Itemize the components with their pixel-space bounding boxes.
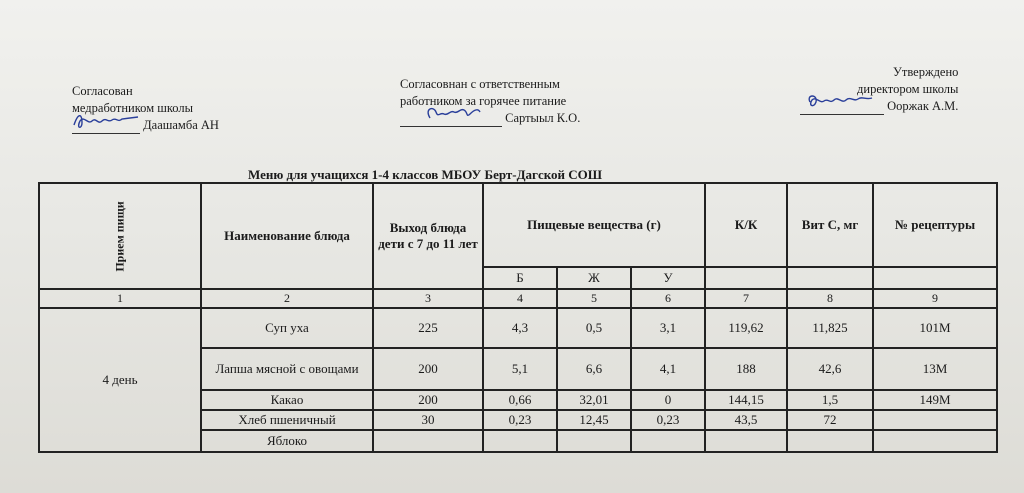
cell-zh: 0,5 (557, 308, 631, 348)
cell-vitc: 11,825 (787, 308, 873, 348)
cell-kk: 119,62 (705, 308, 787, 348)
signature-director (800, 100, 884, 115)
approval-medical (72, 83, 219, 134)
header-output: Выход блюда дети с 7 до 11 лет (373, 183, 483, 289)
approval-medical-line1: Согласован (72, 84, 133, 98)
cell-output: 225 (373, 308, 483, 348)
cell-dish: Яблоко (201, 430, 373, 452)
approval-catering (400, 76, 580, 127)
cell-vitc: 72 (787, 410, 873, 430)
cell-kk: 144,15 (705, 390, 787, 410)
header-row (39, 183, 997, 267)
cell-recipe (873, 410, 997, 430)
cell-recipe: 101М (873, 308, 997, 348)
cell-dish: Хлеб пшеничный (201, 410, 373, 430)
approval-catering-name: Сартыыл К.О. (505, 111, 581, 125)
column-number: 1 (39, 289, 201, 308)
cell-dish: Какао (201, 390, 373, 410)
cell-vitc: 1,5 (787, 390, 873, 410)
cell-u: 4,1 (631, 348, 705, 390)
column-number: 8 (787, 289, 873, 308)
header-vitc-empty (787, 267, 873, 289)
approval-director-line1: Утверждено (893, 65, 959, 79)
header-b: Б (483, 267, 557, 289)
header-vitc: Вит С, мг (787, 183, 873, 267)
approval-director-line2: директором школы (857, 82, 959, 96)
approval-catering-line2: работником за горячее питание (400, 94, 567, 108)
cell-recipe: 149М (873, 390, 997, 410)
signature-medical (72, 119, 140, 134)
header-dish: Наименование блюда (201, 183, 373, 289)
column-number: 9 (873, 289, 997, 308)
cell-vitc (787, 430, 873, 452)
menu-title: Меню для учащихся 1-4 классов МБОУ Берт-Дагской СОШ (248, 167, 603, 182)
column-number: 7 (705, 289, 787, 308)
cell-recipe: 13М (873, 348, 997, 390)
cell-output (373, 430, 483, 452)
signature-catering (400, 112, 502, 127)
cell-b: 5,1 (483, 348, 557, 390)
cell-zh: 12,45 (557, 410, 631, 430)
cell-b (483, 430, 557, 452)
header-u: У (631, 267, 705, 289)
cell-u: 0 (631, 390, 705, 410)
column-number: 3 (373, 289, 483, 308)
cell-output: 200 (373, 390, 483, 410)
header-recipe: № рецептуры (873, 183, 997, 267)
cell-output: 200 (373, 348, 483, 390)
cell-output: 30 (373, 410, 483, 430)
column-number: 6 (631, 289, 705, 308)
cell-zh (557, 430, 631, 452)
header-kk-empty (705, 267, 787, 289)
cell-b: 0,66 (483, 390, 557, 410)
header-recipe-empty (873, 267, 997, 289)
table-row (39, 308, 997, 348)
cell-recipe (873, 430, 997, 452)
cell-zh: 32,01 (557, 390, 631, 410)
column-number: 5 (557, 289, 631, 308)
cell-u: 0,23 (631, 410, 705, 430)
cell-b: 4,3 (483, 308, 557, 348)
cell-dish: Суп уха (201, 308, 373, 348)
approval-director (800, 64, 958, 115)
cell-kk (705, 430, 787, 452)
menu-table (38, 182, 998, 453)
cell-zh: 6,6 (557, 348, 631, 390)
header-nutrients: Пищевые вещества (г) (483, 183, 705, 267)
cell-vitc: 42,6 (787, 348, 873, 390)
cell-kk: 188 (705, 348, 787, 390)
header-zh: Ж (557, 267, 631, 289)
header-meal: Прием пищи (39, 183, 201, 289)
cell-kk: 43,5 (705, 410, 787, 430)
cell-b: 0,23 (483, 410, 557, 430)
cell-u: 3,1 (631, 308, 705, 348)
day-label: 4 день (39, 308, 201, 452)
approval-catering-line1: Согласовнан с ответственным (400, 77, 560, 91)
approval-medical-name: Даашамба АН (143, 118, 219, 132)
header-kk: К/К (705, 183, 787, 267)
approval-medical-line2: медработником школы (72, 101, 194, 115)
approval-director-name: Ооржак А.М. (887, 99, 959, 113)
cell-dish: Лапша мясной с овощами (201, 348, 373, 390)
column-number: 2 (201, 289, 373, 308)
column-number-row (39, 289, 997, 308)
cell-u (631, 430, 705, 452)
column-number: 4 (483, 289, 557, 308)
